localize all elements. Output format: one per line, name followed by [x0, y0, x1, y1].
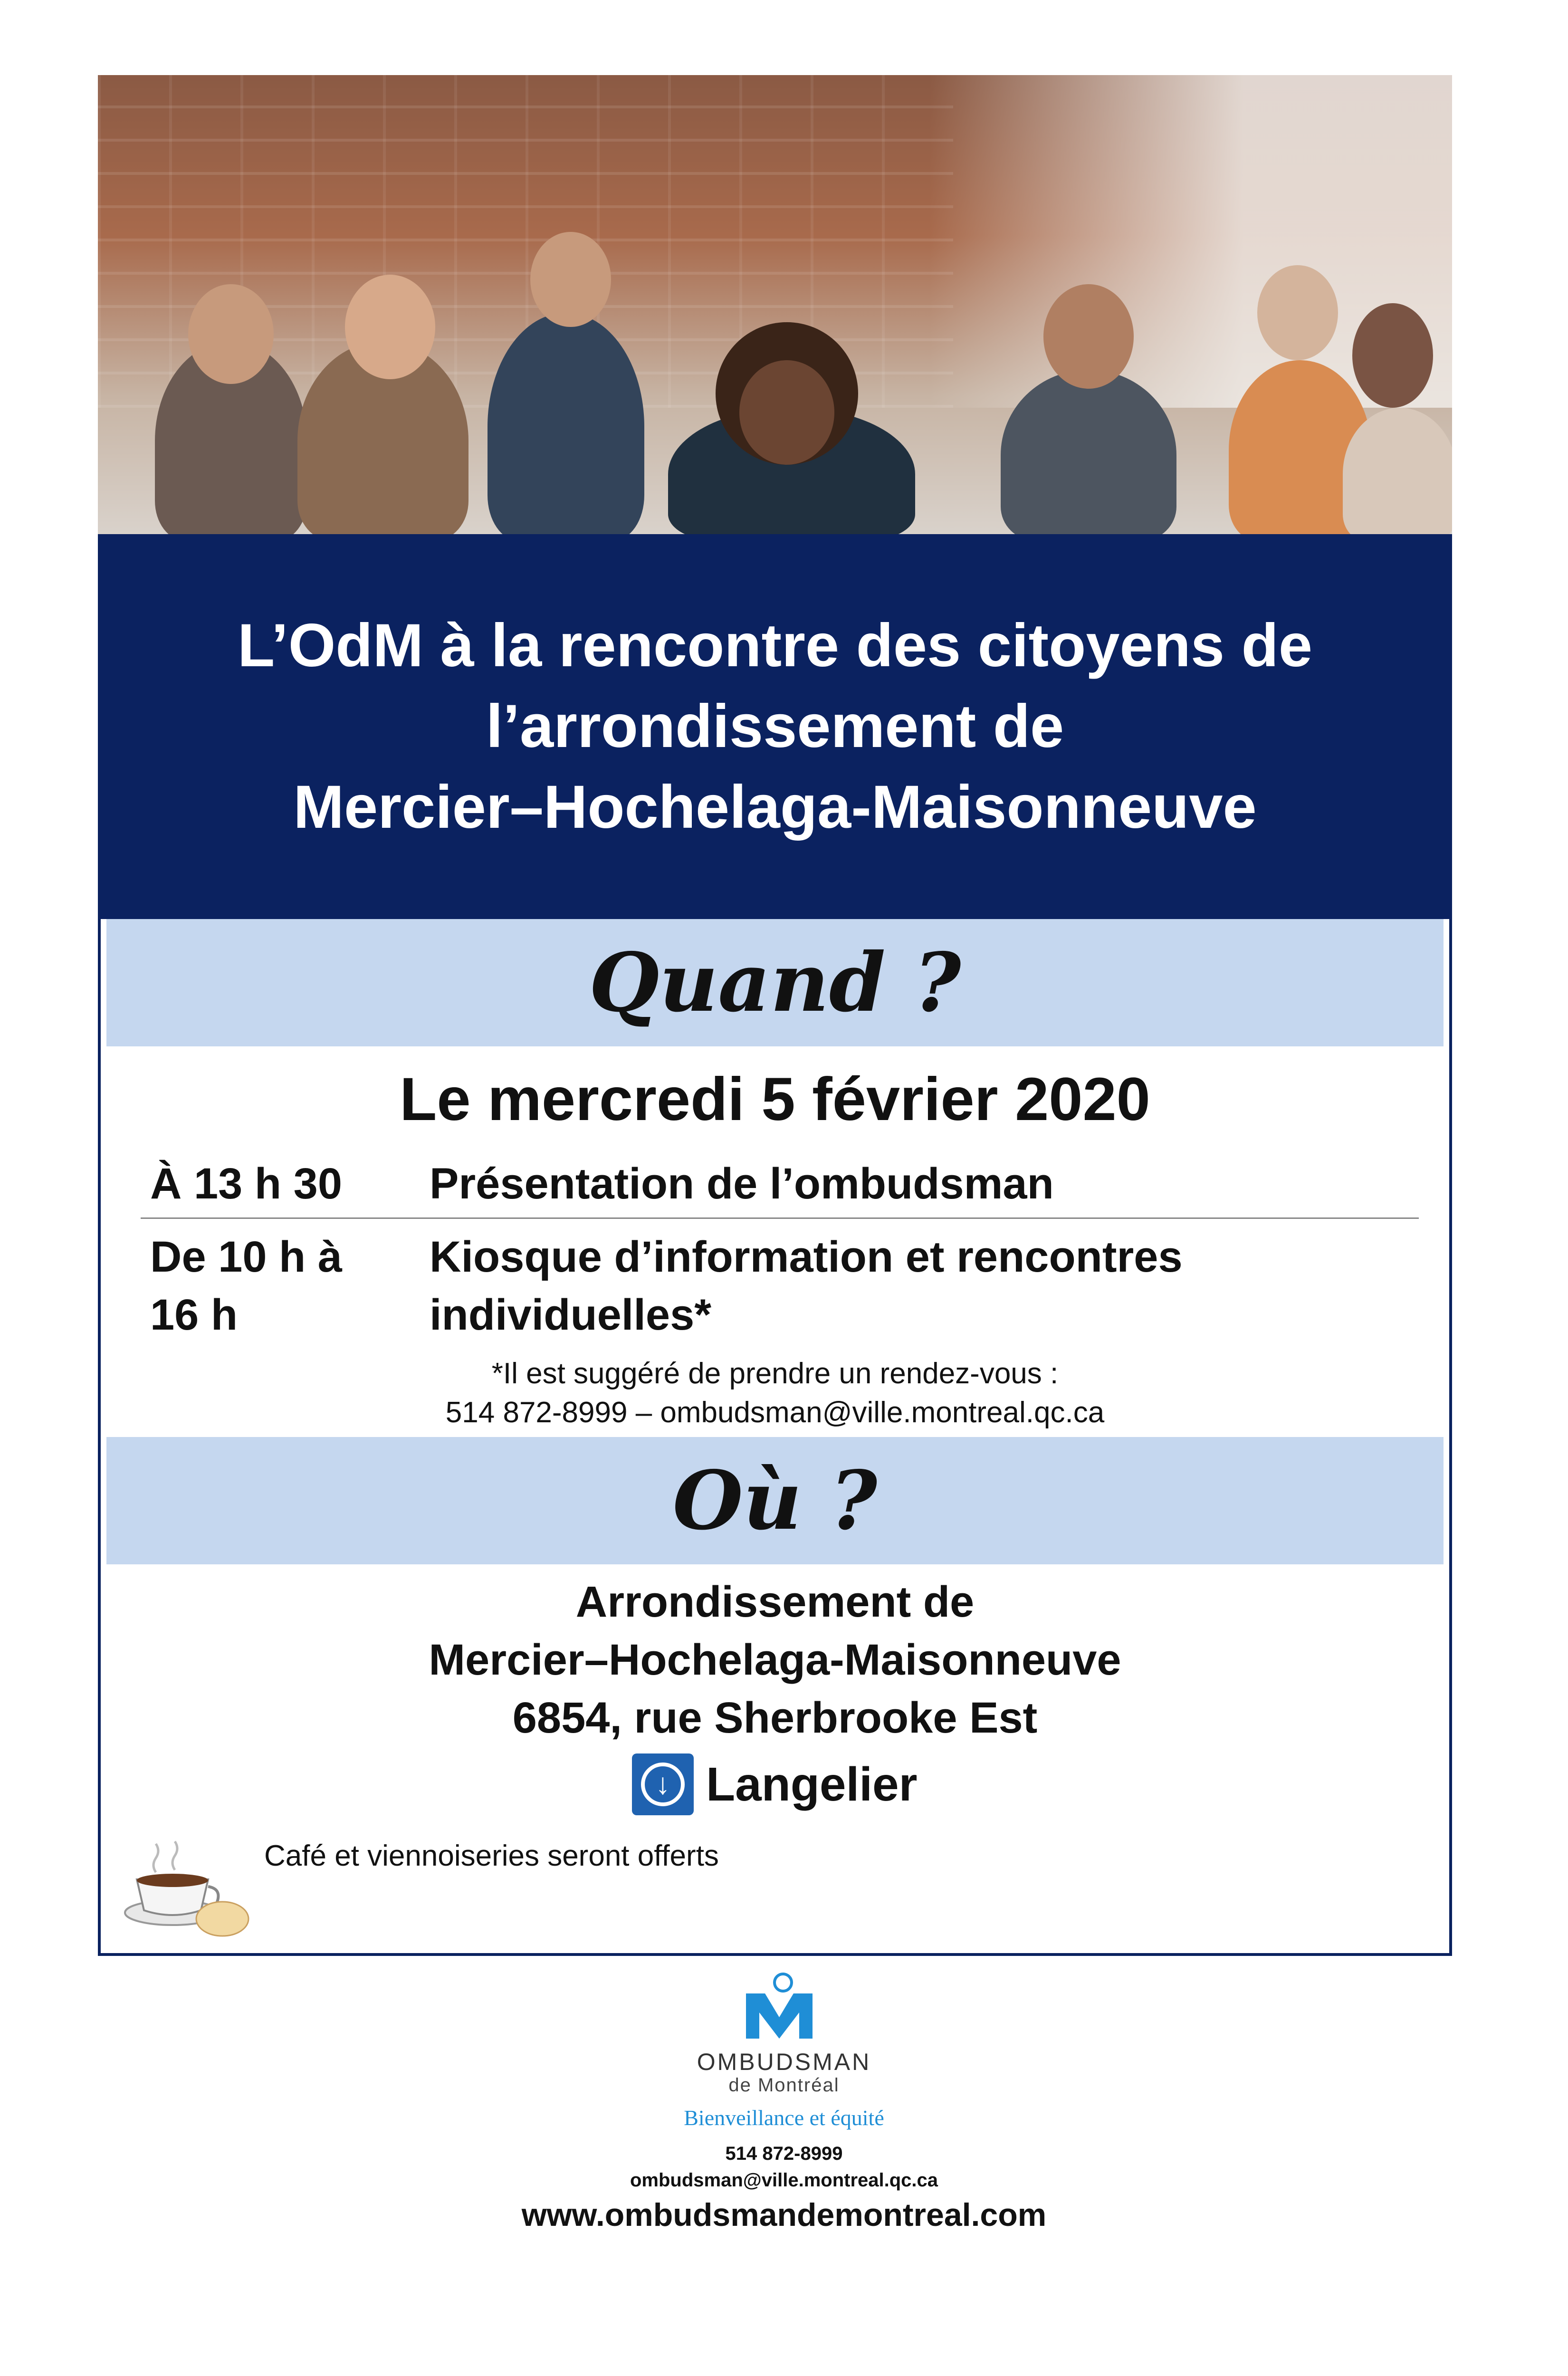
- schedule-time-1: À 13 h 30: [150, 1159, 342, 1208]
- org-tagline: Bienveillance et équité: [684, 2106, 884, 2130]
- metro-station: [632, 1753, 918, 1815]
- event-date: Le mercredi 5 février 2020: [400, 1065, 1150, 1133]
- quand-band: [106, 919, 1444, 1046]
- appointment-note: *Il est suggéré de prendre un rendez-vous : 514 872-8999 – ombudsman@ville.montreal.qc.ca: [445, 1357, 1105, 1429]
- address: Arrondissement de Mercier–Hochelaga-Maisonneuve 6854, rue Sherbrooke Est: [429, 1578, 1121, 1742]
- footer-website[interactable]: www.ombudsmandemontreal.com: [521, 2197, 1047, 2233]
- schedule-divider: [141, 1217, 1419, 1219]
- org-name: OMBUDSMAN: [697, 2049, 871, 2075]
- schedule-activity-1: Présentation de l’ombudsman: [430, 1159, 1054, 1208]
- schedule-activity-2: Kiosque d’information et rencontres individuelles*: [430, 1233, 1183, 1339]
- schedule-time-2: De 10 h à 16 h: [150, 1233, 342, 1339]
- ombudsman-logo: [741, 1972, 817, 2043]
- metro-icon: ↓: [632, 1753, 694, 1815]
- org-subtitle: de Montréal: [728, 2075, 840, 2096]
- hero-photo: [98, 75, 1452, 534]
- metro-label: Langelier: [706, 1757, 918, 1811]
- ou-heading: Où ?: [672, 1453, 878, 1548]
- title-banner: [98, 534, 1452, 919]
- coffee-cup-icon: [123, 1834, 251, 1939]
- footer-email[interactable]: ombudsman@ville.montreal.qc.ca: [630, 2170, 938, 2191]
- quand-heading: Quand ?: [589, 935, 961, 1030]
- footer-phone: 514 872-8999: [725, 2143, 843, 2164]
- poster-title: L’OdM à la rencontre des citoyens de l’arrondissement de Mercier–Hochelaga-Maisonneuve: [238, 612, 1312, 841]
- ou-band: [106, 1437, 1444, 1564]
- refreshments-note: Café et viennoiseries seront offerts: [264, 1839, 719, 1872]
